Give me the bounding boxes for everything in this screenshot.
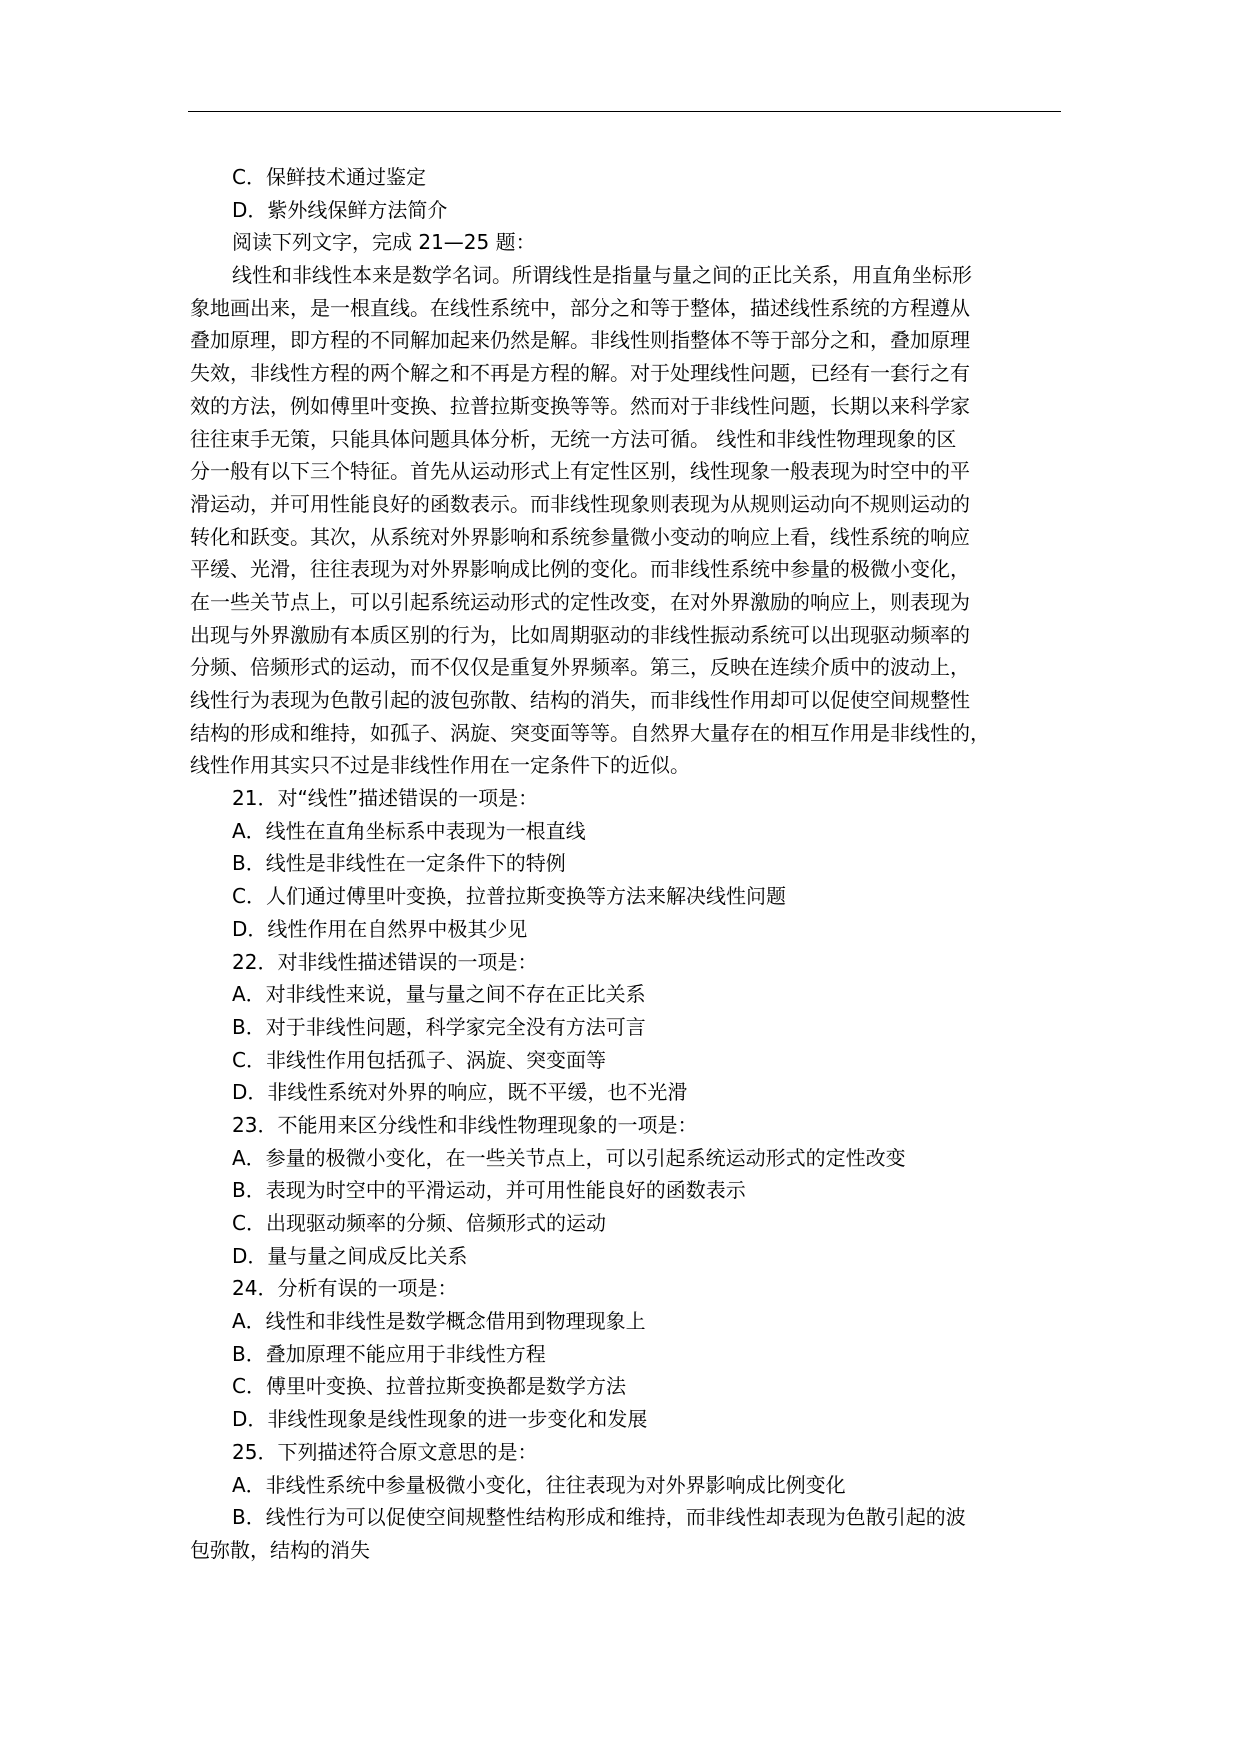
passage-line: 在一些关节点上，可以引起系统运动形式的定性改变，在对外界激励的响应上，则表现为 — [190, 589, 970, 614]
answer-option-continuation: 包弥散，结构的消失 — [190, 1537, 370, 1562]
passage-line: 象地画出来，是一根直线。在线性系统中，部分之和等于整体，描述线性系统的方程遵从 — [190, 295, 970, 320]
passage-line: 结构的形成和维持，如孤子、涡旋、突变面等等。自然界大量存在的相互作用是非线性的， — [190, 720, 990, 745]
passage-line: 往往束手无策，只能具体问题具体分析，无统一方法可循。 线性和非线性物理现象的区 — [190, 426, 957, 451]
answer-option: C．人们通过傅里叶变换，拉普拉斯变换等方法来解决线性问题 — [232, 884, 786, 909]
question-stem: 23．不能用来区分线性和非线性物理现象的一项是： — [232, 1112, 698, 1137]
answer-option: A．参量的极微小变化，在一些关节点上，可以引起系统运动形式的定性改变 — [232, 1145, 906, 1170]
answer-option: D．线性作用在自然界中极其少见 — [232, 916, 528, 941]
answer-option: C．出现驱动频率的分频、倍频形式的运动 — [232, 1211, 606, 1235]
passage-line: 滑运动，并可用性能良好的函数表示。而非线性现象则表现为从规则运动向不规则运动的 — [190, 491, 970, 516]
passage-line: 出现与外界激励有本质区别的行为，比如周期驱动的非线性振动系统可以出现驱动频率的 — [190, 622, 970, 647]
question-stem: 21．对“线性”描述错误的一项是： — [232, 786, 539, 811]
answer-option: A．线性和非线性是数学概念借用到物理现象上 — [232, 1309, 646, 1334]
question-25 — [190, 1436, 1062, 1567]
answer-option: A．线性在直角坐标系中表现为一根直线 — [232, 818, 586, 843]
question-23 — [190, 1109, 1062, 1272]
answer-option: B．对于非线性问题，科学家完全没有方法可言 — [232, 1014, 646, 1039]
passage-line: 线性作用其实只不过是非线性作用在一定条件下的近似。 — [190, 753, 690, 778]
question-stem: 25．下列描述符合原文意思的是： — [232, 1439, 538, 1464]
question-22 — [190, 946, 1062, 1109]
answer-option: A．对非线性来说，量与量之间不存在正比关系 — [232, 982, 646, 1007]
answer-option: A．非线性系统中参量极微小变化，往往表现为对外界影响成比例变化 — [232, 1472, 846, 1497]
page-content — [190, 161, 1062, 1567]
prev-option-d: D．紫外线保鲜方法简介 — [232, 197, 448, 222]
passage-line: 线性和非线性本来是数学名词。所谓线性是指量与量之间的正比关系，用直角坐标形 — [232, 263, 972, 288]
passage-line: 转化和跃变。其次，从系统对外界影响和系统参量微小变动的响应上看，线性系统的响应 — [190, 524, 970, 549]
answer-option: D．非线性现象是线性现象的进一步变化和发展 — [232, 1407, 648, 1432]
question-21 — [190, 782, 1062, 945]
passage-line: 分频、倍频形式的运动，而不仅仅是重复外界频率。第三，反映在连续介质中的波动上， — [190, 655, 970, 680]
question-24 — [190, 1272, 1062, 1435]
reading-instruction: 阅读下列文字，完成 21—25 题： — [232, 230, 536, 255]
answer-option: B．表现为时空中的平滑运动，并可用性能良好的函数表示 — [232, 1178, 746, 1203]
header-rule — [188, 111, 1061, 112]
question-stem: 22．对非线性描述错误的一项是： — [232, 949, 538, 974]
passage-line: 失效，非线性方程的两个解之和不再是方程的解。对于处理线性问题，已经有一套行之有 — [190, 361, 970, 386]
reading-passage — [190, 259, 1062, 782]
answer-option: D．量与量之间成反比关系 — [232, 1243, 468, 1268]
answer-option: C．非线性作用包括孤子、涡旋、突变面等 — [232, 1047, 606, 1072]
answer-option: B．线性行为可以促使空间规整性结构形成和维持，而非线性却表现为色散引起的波 — [232, 1505, 966, 1530]
passage-line: 平缓、光滑，往往表现为对外界影响成比例的变化。而非线性系统中参量的极微小变化， — [190, 557, 970, 582]
answer-option: D．非线性系统对外界的响应，既不平缓，也不光滑 — [232, 1080, 688, 1105]
prev-option-c: C．保鲜技术通过鉴定 — [232, 165, 426, 189]
passage-line: 效的方法，例如傅里叶变换、拉普拉斯变换等等。然而对于非线性问题，长期以来科学家 — [190, 393, 970, 418]
passage-line: 线性行为表现为色散引起的波包弥散、结构的消失，而非线性作用却可以促使空间规整性 — [190, 688, 970, 712]
passage-line: 叠加原理，即方程的不同解加起来仍然是解。非线性则指整体不等于部分之和，叠加原理 — [190, 328, 970, 353]
answer-option: B．线性是非线性在一定条件下的特例 — [232, 851, 566, 876]
answer-option: C．傅里叶变换、拉普拉斯变换都是数学方法 — [232, 1374, 626, 1399]
question-stem: 24．分析有误的一项是： — [232, 1276, 458, 1301]
passage-line: 分一般有以下三个特征。首先从运动形式上有定性区别，线性现象一般表现为时空中的平 — [190, 459, 970, 484]
answer-option: B．叠加原理不能应用于非线性方程 — [232, 1341, 546, 1366]
